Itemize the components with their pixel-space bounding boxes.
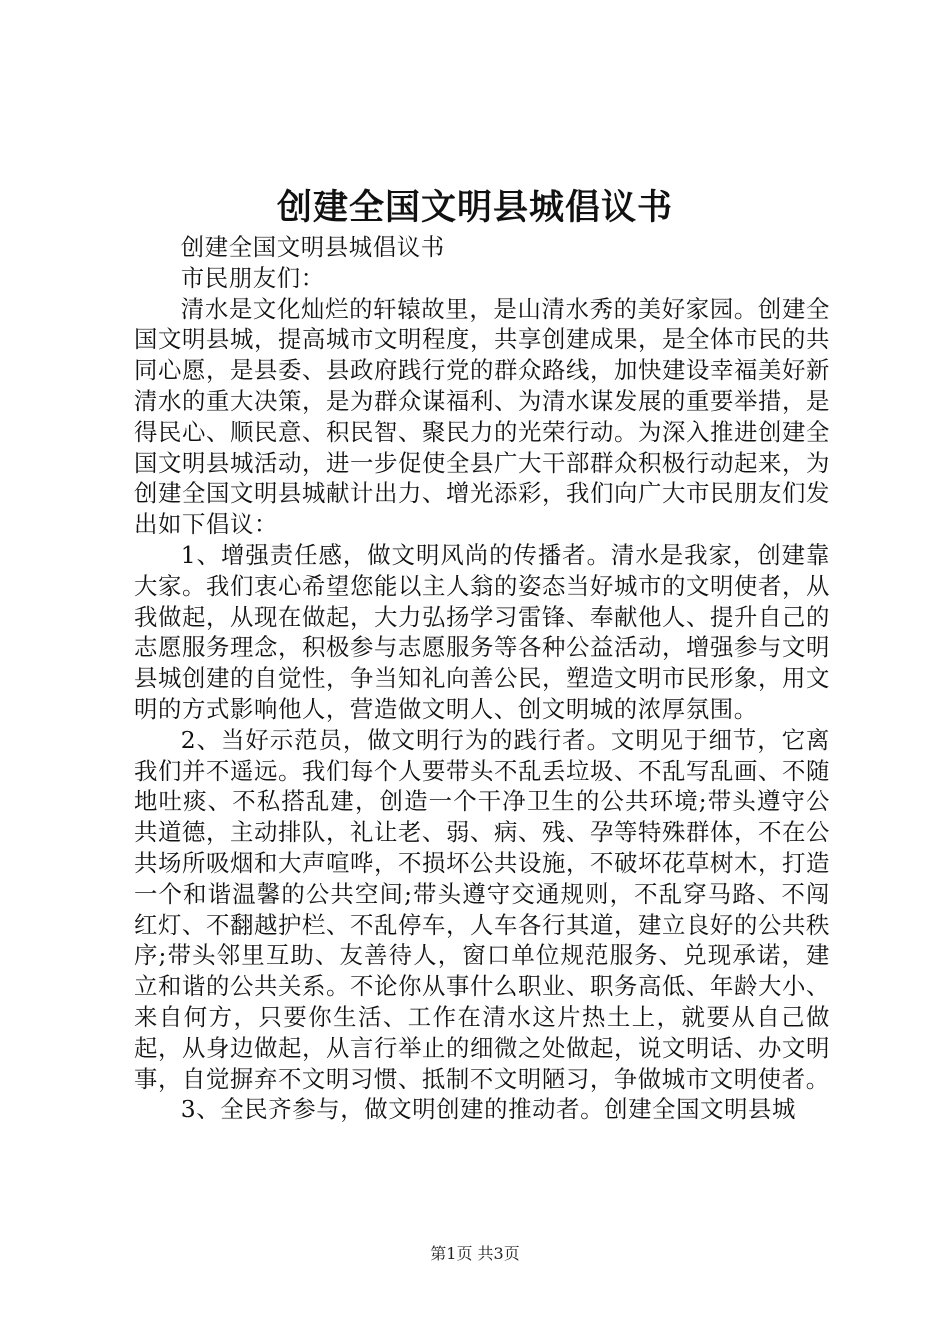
proposal-item-2: 2、当好示范员，做文明行为的践行者。文明见于细节，它离我们并不遥远。我们每个人要带头不乱丢垃圾、不乱写乱画、不随地吐痰、不私搭乱建，创造一个干净卫生的公共环境;带头遵守公共道德，主动排队，礼让老、弱、病、残、孕等特殊群体，不在公共场所吸烟和大声喧哗，不损坏公共设施，不破坏花草树木，打造一个和谐温馨的公共空间;带头遵守交通规则，不乱穿马路、不闯红灯、不翻越护栏、不乱停车，人车各行其道，建立良好的公共秩序;带头邻里互助、友善待人，窗口单位规范服务、兑现承诺，建立和谐的公共关系。不论你从事什么职业、职务高低、年龄大小、来自何方，只要你生活、工作在清水这片热土上，就要从自己做起，从身边做起，从言行举止的细微之处做起，说文明话、办文明事，自觉摒弃不文明习惯、抵制不文明陋习，争做城市文明使者。 — [134, 725, 830, 1093]
proposal-item-1: 1、增强责任感，做文明风尚的传播者。清水是我家，创建靠大家。我们衷心希望您能以主人翁的姿态当好城市的文明使者，从我做起，从现在做起，大力弘扬学习雷锋、奉献他人、提升自己的志愿服务理念，积极参与志愿服务等各种公益活动，增强参与文明县城创建的自觉性，争当知礼向善公民，塑造文明市民形象，用文明的方式影响他人，营造做文明人、创文明城的浓厚氛围。 — [134, 540, 830, 723]
proposal-item-3: 3、全民齐参与，做文明创建的推动者。创建全国文明县城 — [180, 1095, 797, 1124]
page-number-footer: 第1页 共3页 — [430, 1244, 520, 1263]
document-title: 创建全国文明县城倡议书 — [276, 187, 673, 228]
document-body — [134, 232, 830, 1125]
intro-paragraph: 清水是文化灿烂的轩辕故里，是山清水秀的美好家园。创建全国文明县城，提高城市文明程度，共享创建成果，是全体市民的共同心愿，是县委、县政府践行党的群众路线，加快建设幸福美好新清水的重大决策，是为群众谋福利、为清水谋发展的重要举措，是得民心、顺民意、积民智、聚民力的光荣行动。为深入推进创建全国文明县城活动，进一步促使全县广大干部群众积极行动起来，为创建全国文明县城献计出力、增光添彩，我们向广大市民朋友们发出如下倡议： — [134, 294, 830, 539]
document-subtitle: 创建全国文明县城倡议书 — [180, 233, 445, 261]
salutation: 市民朋友们： — [180, 263, 325, 292]
